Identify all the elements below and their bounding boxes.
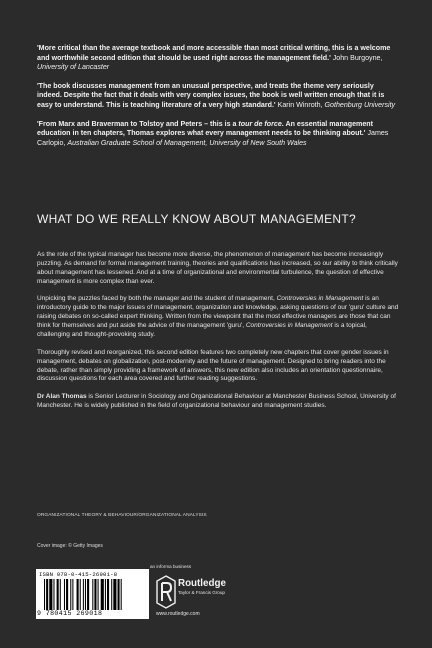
barcode-bar [83,579,84,610]
quote-affiliation: Gothenburg University [324,100,396,109]
barcode-bar [57,579,59,610]
paragraph-3: Thoroughly revised and reorganized, this second edition features two completely new chapters that cover gender issues in management, debates on globalization, post-modernity and the future of management. Designed to bring readers into the debate, rather than simply providing a framework of answers, this new edition also includes an orientation questionnaire, discussion questions for each area covered and further reading suggestions. [37,348,389,383]
barcode-bar [60,579,61,610]
barcode-bar [107,579,109,610]
quote-text: 'The book discusses management from an unusual perspective, and treats the theme very seriously indeed. Despite the fact that it deals with very complex issues, the book is well written enough that it is easy to understand. This is teaching literature of a very high standard.' [37,81,385,109]
barcode-bar [105,579,106,610]
endorsement-1 [37,44,397,73]
barcode-bar [46,579,48,610]
barcode-bar [94,579,96,610]
cover-credit: Cover image: © Getty Images [37,543,103,549]
barcode-bar [53,579,54,610]
barcode-bar [44,579,45,610]
publisher-subtitle: Taylor & Francis Group [178,590,225,595]
barcode-bar [87,579,89,610]
informa-tagline: an informa business [150,564,192,569]
barcode-bar [111,579,112,610]
endorsement-3 [37,120,397,149]
barcode-number: 9 780415 269018 [37,610,103,617]
barcode-bar [64,579,65,610]
endorsements [37,44,397,157]
isbn-barcode [36,569,149,619]
main-heading: WHAT DO WE REALLY KNOW ABOUT MANAGEMENT? [37,212,356,226]
barcode-bar [121,579,122,610]
paragraph-2: Unpicking the puzzles faced by both the manager and the student of management, Controversies in Management is an introductory guide to the major issues of management, organization and knowledge, asking questions of our 'guru' culture and raising debates on so-called expert thinking. Written from the viewpoint that the most effective managers are those that can think for themselves and put aside the advice of the management 'guru', Controversies in Management is a topical, challenging and thought-provoking study. [37,295,399,339]
barcode-bar [92,579,93,610]
barcode-bar [101,579,104,610]
isbn-label: ISBN 978-0-415-26901-8 [39,571,118,578]
barcode-icon [44,579,146,610]
endorsement-2 [37,82,397,111]
quote-text: 'More critical than the average textbook and more accessible than most critical writing, this is a welcome and worthwhile second edition that should be used right across the management field.' [37,44,391,62]
barcode-bar [85,579,86,610]
barcode-bar [118,579,120,610]
barcode-bar [98,579,99,610]
subject-category: ORGANIZATIONAL THEORY & BEHAVIOUR/ORGANIZATIONAL ANALYSIS [37,513,207,518]
barcode-bar [77,579,79,610]
barcode-bar [66,579,68,610]
quote-author: Karin Winroth, [277,100,323,109]
routledge-logo-icon [156,575,176,609]
description [37,251,399,420]
quote-affiliation: Australian Graduate School of Management, University of New South Wales [67,138,307,147]
barcode-bar [72,579,73,610]
barcode-bar [80,579,81,610]
barcode-bar [113,579,116,610]
publisher-name: Routledge [178,578,226,589]
quote-text: 'From Marx and Braverman to Tolstoy and Peters – this is a tour de force. An essential management education in ten chapters, Thomas explores what every management needs to be thinking about.' [37,119,373,138]
barcode-bar [49,579,52,610]
paragraph-1: As the role of the typical manager has become more diverse, the phenomenon of management has become increasingly puzzling. As demand for formal management training, theories and qualifications has increased, so our ability to think critically about management has lessened. And at a time of organizational and environmental turbulence, the question of effective management is more complex than ever. [37,251,398,285]
quote-affiliation: University of Lancaster [37,63,110,72]
quote-author: James Carlopio, [37,129,389,147]
quote-author: John Burgoyne, [332,53,383,62]
publisher-website[interactable]: www.routledge.com [156,611,200,617]
author-bio: Dr Alan Thomas is Senior Lecturer in Sociology and Organizational Behaviour at Manchester Business School, University of Manchester. He is widely published in the field of organizational behaviour and management studies. [37,393,396,410]
barcode-bar [70,579,71,610]
